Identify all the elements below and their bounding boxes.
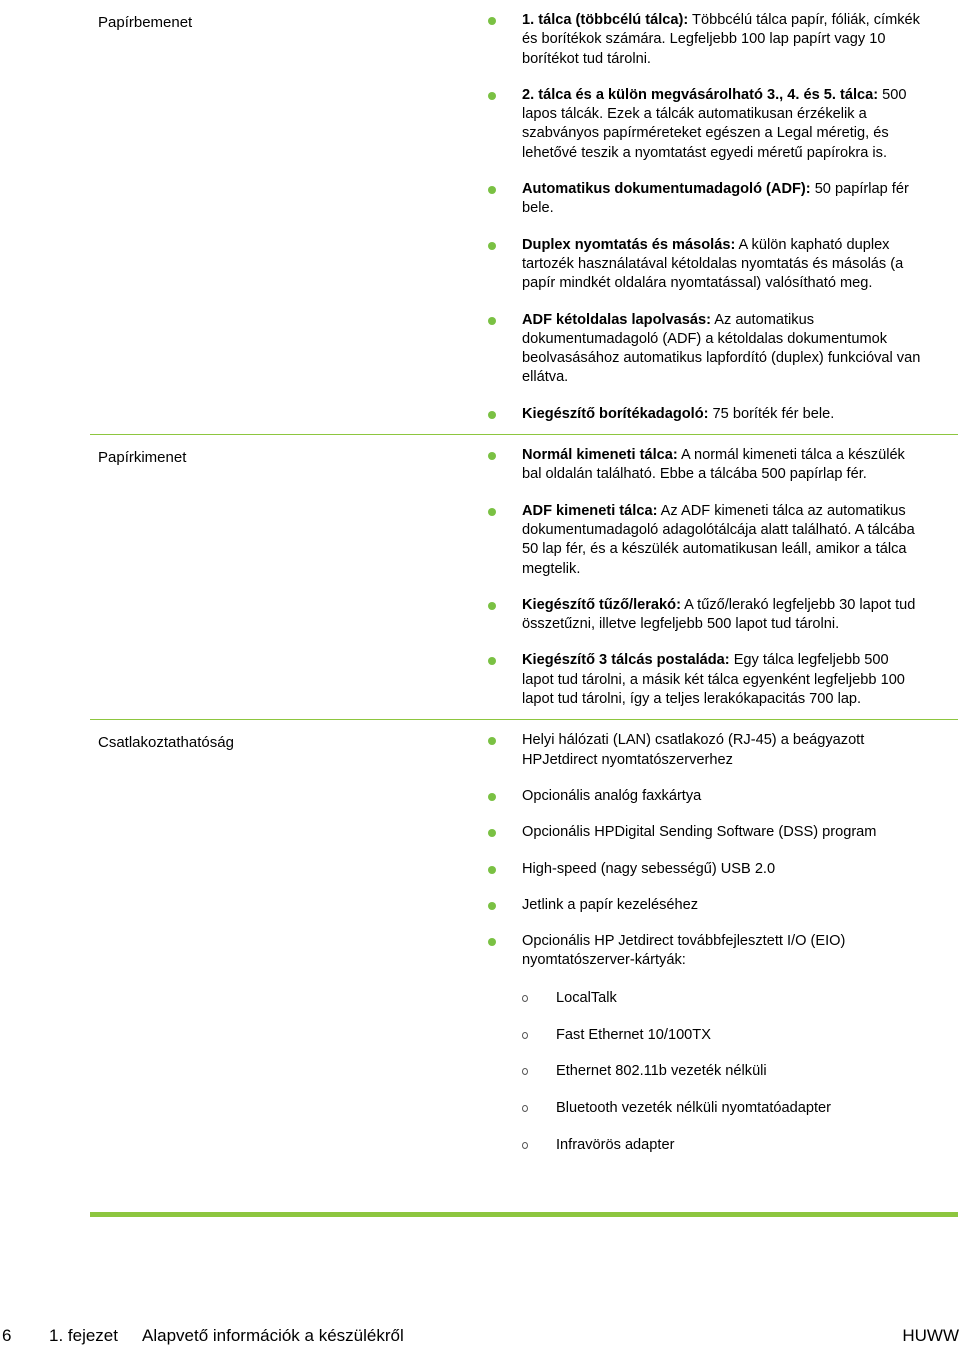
item-text: Többcélú tálca papír, fóliák, címkék és borítékok számára. Legfeljebb 100 lap papírt vagy 10 borítékot tud tárolni. bbox=[522, 12, 920, 67]
sub-item-text: LocalTalk bbox=[556, 989, 617, 1006]
sub-list-item bbox=[522, 1099, 922, 1118]
sub-list-item bbox=[522, 989, 922, 1008]
bullet-icon bbox=[488, 657, 496, 665]
bullet-icon bbox=[488, 452, 496, 460]
hollow-bullet-icon bbox=[522, 1068, 528, 1075]
sub-list-item bbox=[522, 1136, 922, 1155]
spec-table bbox=[90, 0, 958, 1166]
list-item bbox=[522, 446, 922, 485]
list-item bbox=[522, 651, 922, 709]
list-item bbox=[522, 180, 922, 219]
bullet-icon bbox=[488, 602, 496, 610]
page-footer bbox=[0, 1326, 960, 1348]
bullet-icon bbox=[488, 902, 496, 910]
item-text: Az ADF kimeneti tálca az automatikus dokumentumadagoló adagolótálcája alatt található. A tálcába 50 lap fér, és a készülék automatikusan leáll, amikor a tálca megtelik. bbox=[522, 502, 915, 577]
row-label: Papírkimenet bbox=[98, 449, 187, 467]
item-text: Egy tálca legfeljebb 500 lapot tud tárolni, a másik két tálca egyenként legfeljebb 100 lapot tud tárolni, így a teljes lerakókapacitás 700 lap. bbox=[522, 652, 905, 708]
bullet-icon bbox=[488, 317, 496, 325]
list-item bbox=[522, 823, 922, 842]
sub-list-item bbox=[522, 1062, 922, 1081]
bullet-icon bbox=[488, 793, 496, 801]
bullet-icon bbox=[488, 17, 496, 25]
bullet-icon bbox=[488, 508, 496, 516]
bullet-icon bbox=[488, 411, 496, 419]
row-label: Csatlakoztathatóság bbox=[98, 734, 234, 752]
list-item bbox=[522, 596, 922, 635]
spec-row-connectivity bbox=[90, 719, 958, 1165]
item-text: Az automatikus dokumentumadagoló (ADF) a kétoldalas dokumentumok beolvasásához automatikus lapfordító (duplex) funkcióval van ellátva. bbox=[522, 311, 921, 386]
hollow-bullet-icon bbox=[522, 1032, 528, 1039]
sub-list-item bbox=[522, 1026, 922, 1045]
item-term: ADF kimeneti tálca: bbox=[522, 502, 658, 519]
item-text: Opcionális analóg faxkártya bbox=[522, 787, 702, 804]
sub-item-text: Infravörös adapter bbox=[556, 1137, 675, 1154]
list-item bbox=[522, 11, 922, 69]
hollow-bullet-icon bbox=[522, 1105, 528, 1112]
page-number: 6 bbox=[2, 1326, 12, 1345]
bullet-icon bbox=[488, 186, 496, 194]
list-item bbox=[522, 932, 922, 1155]
bullet-icon bbox=[488, 938, 496, 946]
list-item bbox=[522, 86, 922, 163]
item-term: ADF kétoldalas lapolvasás: bbox=[522, 311, 711, 328]
list-item bbox=[522, 787, 922, 806]
item-text: Helyi hálózati (LAN) csatlakozó (RJ-45) a beágyazott HPJetdirect nyomtatószerverhez bbox=[522, 732, 865, 768]
item-term: Automatikus dokumentumadagoló (ADF): bbox=[522, 181, 811, 198]
chapter-title: Alapvető információk a készülékről bbox=[142, 1326, 404, 1345]
list-item bbox=[522, 860, 922, 879]
item-text: High-speed (nagy sebességű) USB 2.0 bbox=[522, 860, 776, 877]
item-term: Normál kimeneti tálca: bbox=[522, 447, 678, 464]
bullet-icon bbox=[488, 866, 496, 874]
list-item bbox=[522, 731, 922, 770]
bullet-icon bbox=[488, 737, 496, 745]
table-bottom-rule bbox=[90, 1212, 958, 1217]
item-text: A tűző/lerakó legfeljebb 30 lapot tud összetűzni, illetve legfeljebb 500 lapot tud tárolni. bbox=[522, 596, 916, 633]
item-term: Duplex nyomtatás és másolás: bbox=[522, 236, 736, 253]
item-term: Kiegészítő tűző/lerakó: bbox=[522, 596, 681, 613]
bullet-list bbox=[522, 0, 958, 434]
item-text: A normál kimeneti tálca a készülék bal oldalán található. Ebbe a tálcába 500 papírlap fér. bbox=[522, 447, 905, 483]
sub-list bbox=[522, 989, 922, 1156]
bullet-icon bbox=[488, 242, 496, 250]
list-item bbox=[522, 236, 922, 294]
item-term: Kiegészítő borítékadagoló: bbox=[522, 405, 709, 422]
spec-row-paper-input bbox=[90, 0, 958, 434]
bullet-list bbox=[522, 435, 958, 719]
sub-item-text: Bluetooth vezeték nélküli nyomtatóadapter bbox=[556, 1100, 832, 1117]
item-term: 1. tálca (többcélú tálca): bbox=[522, 12, 689, 28]
spec-row-paper-output bbox=[90, 434, 958, 719]
item-text: 75 boríték fér bele. bbox=[708, 405, 835, 422]
hollow-bullet-icon bbox=[522, 1142, 528, 1149]
item-text: 500 lapos tálcák. Ezek a tálcák automatikusan érzékelik a szabványos papírméreteket egészen a Legal méretig, és lehetővé teszik a nyomtatást egyedi méretű papírokra is. bbox=[522, 86, 907, 161]
item-text: Opcionális HP Jetdirect továbbfejlesztett I/O (EIO) nyomtatószerver-kártyák: bbox=[522, 933, 846, 969]
row-label: Papírbemenet bbox=[98, 14, 193, 31]
sub-item-text: Ethernet 802.11b vezeték nélküli bbox=[556, 1063, 767, 1080]
bullet-icon bbox=[488, 829, 496, 837]
list-item bbox=[522, 405, 922, 424]
list-item bbox=[522, 502, 922, 579]
chapter-number: 1. fejezet bbox=[49, 1326, 118, 1345]
item-term: Kiegészítő 3 tálcás postaláda: bbox=[522, 652, 730, 669]
item-text: Opcionális HPDigital Sending Software (DSS) program bbox=[522, 824, 877, 841]
item-term: 2. tálca és a külön megvásárolható 3., 4. és 5. tálca: bbox=[522, 86, 879, 103]
item-text: 50 papírlap fér bele. bbox=[522, 181, 909, 217]
bullet-icon bbox=[488, 92, 496, 100]
list-item bbox=[522, 896, 922, 915]
bullet-list bbox=[522, 720, 958, 1165]
list-item bbox=[522, 311, 922, 388]
hollow-bullet-icon bbox=[522, 995, 528, 1002]
sub-item-text: Fast Ethernet 10/100TX bbox=[556, 1026, 711, 1043]
item-text: A külön kapható duplex tartozék használatával kétoldalas nyomtatás és másolás (a papír mindkét oldalára nyomtatással) valósítható meg. bbox=[522, 236, 904, 292]
brand-code: HUWW bbox=[902, 1326, 959, 1345]
item-text: Jetlink a papír kezeléséhez bbox=[522, 896, 699, 913]
